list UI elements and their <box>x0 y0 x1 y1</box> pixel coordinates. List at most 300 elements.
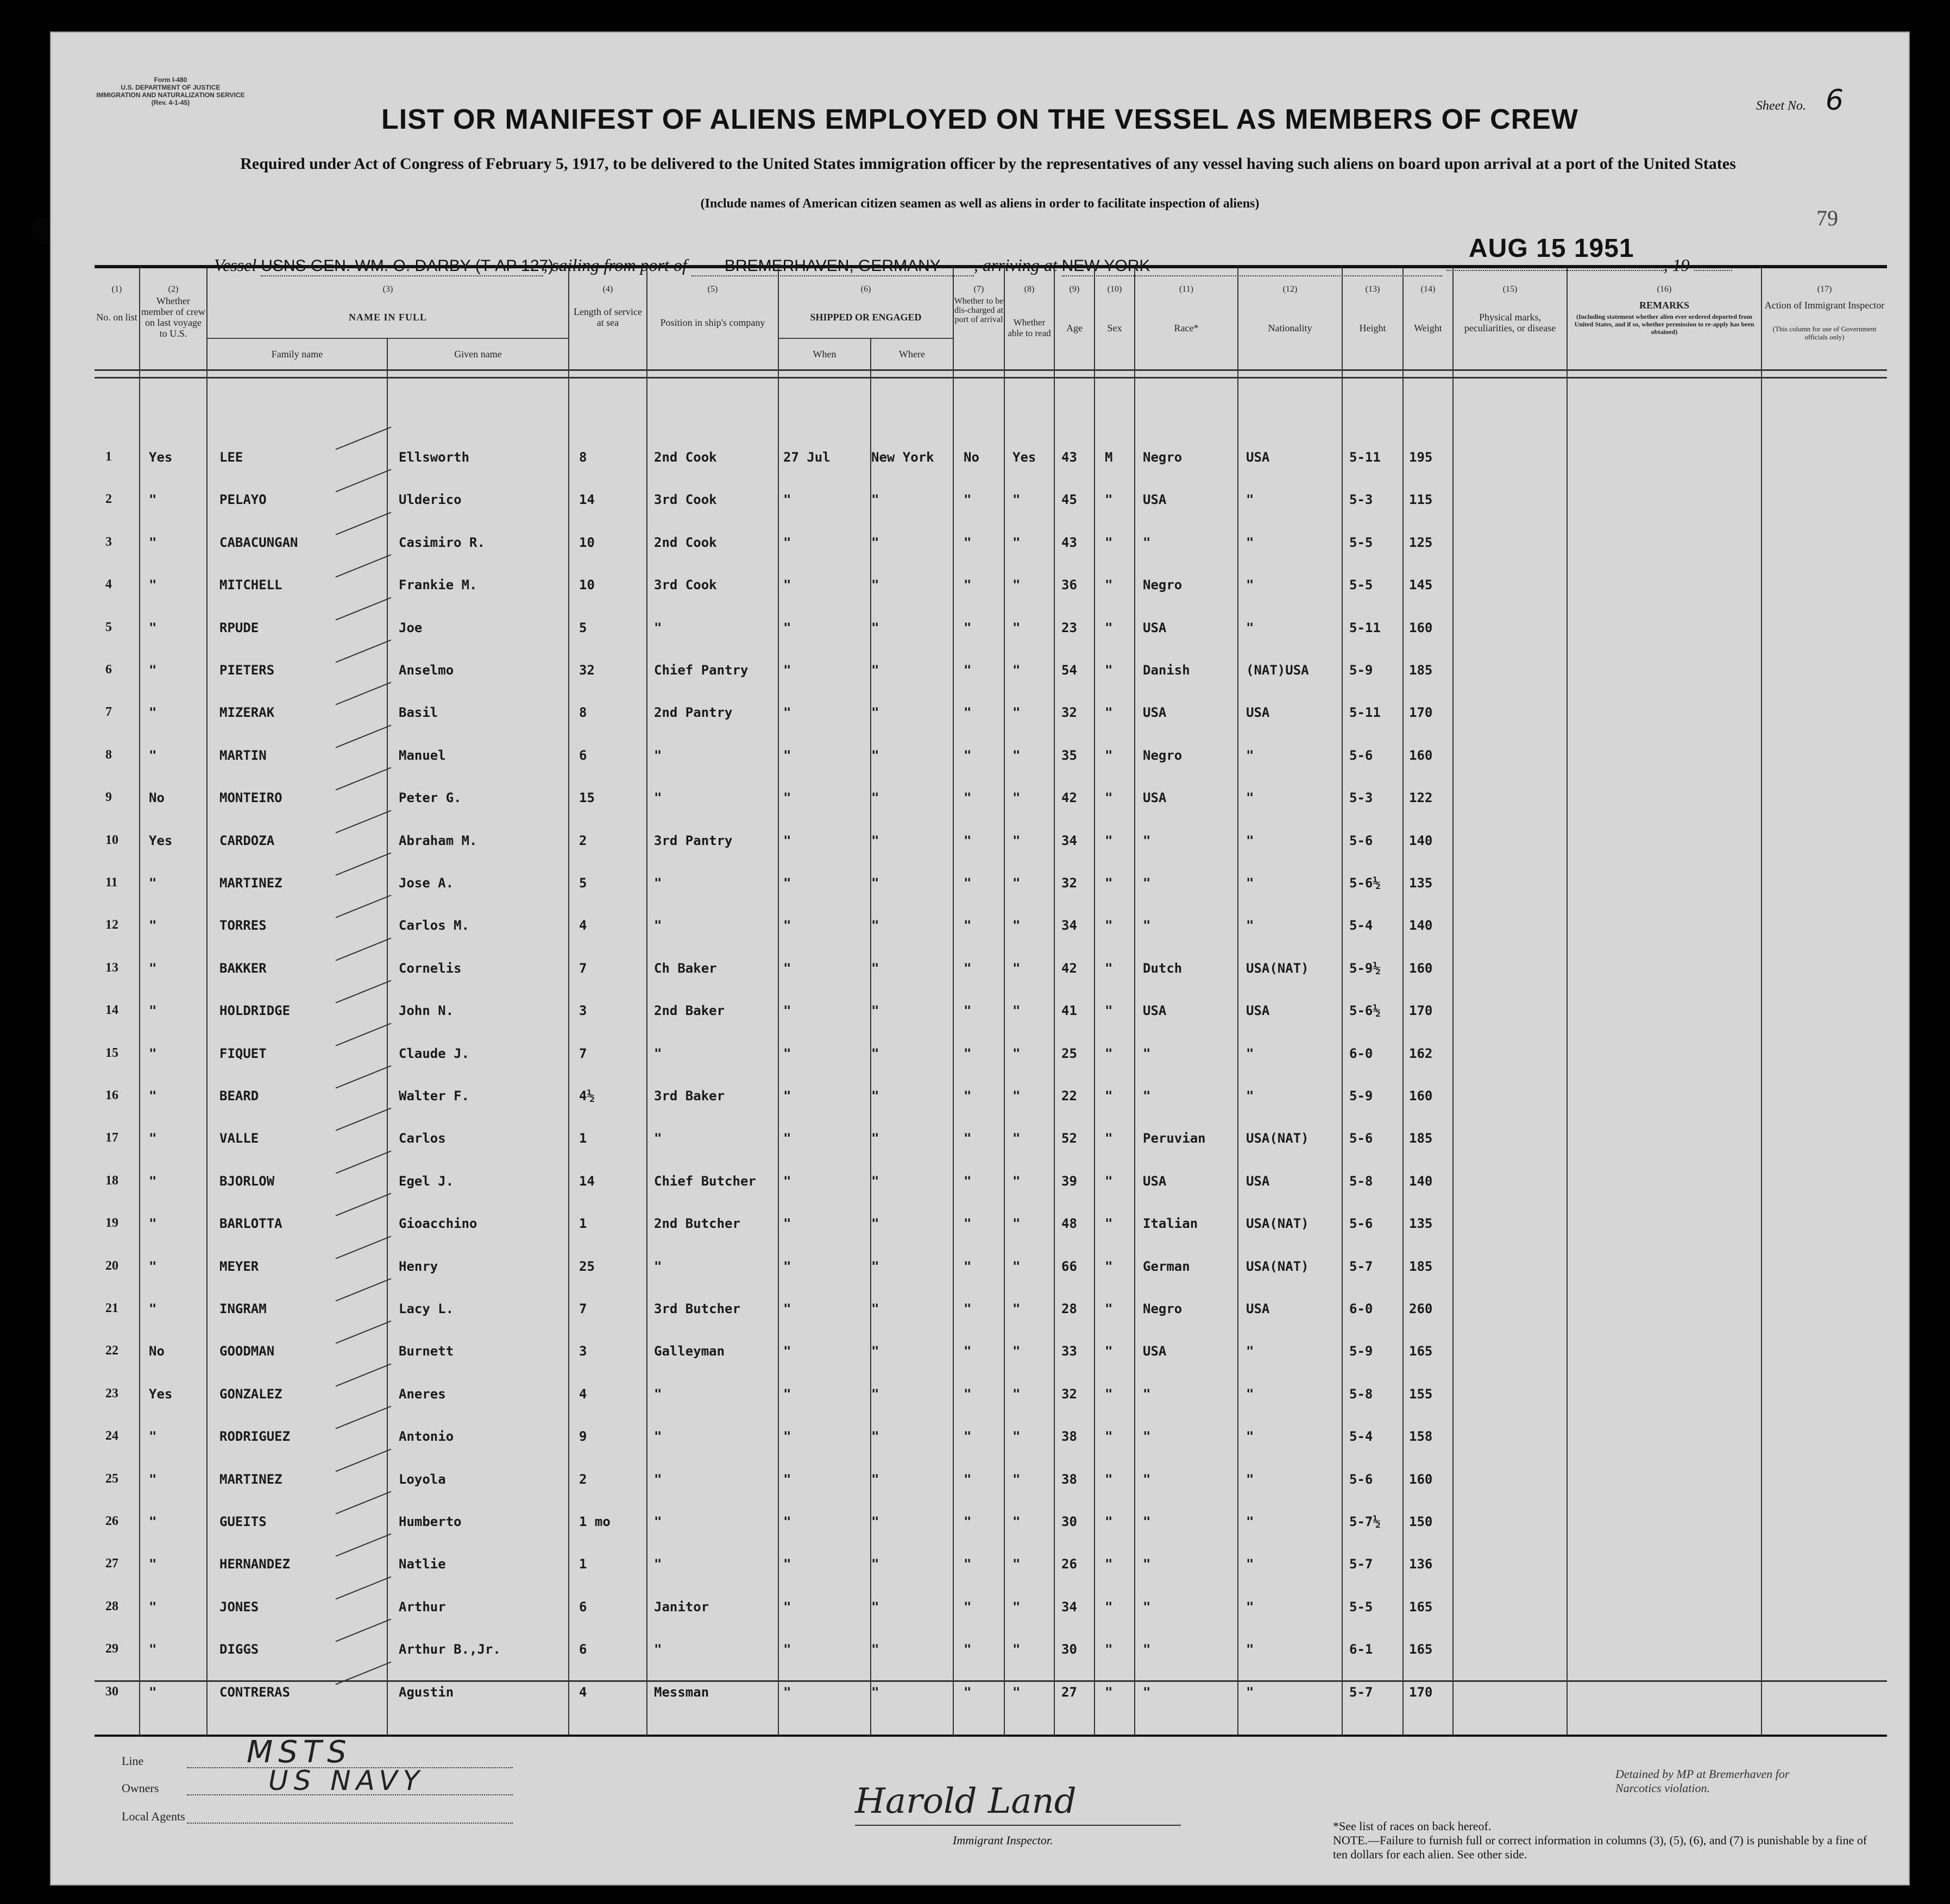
col-num: (17) <box>1817 285 1832 294</box>
line-value: MSTS <box>247 1735 352 1770</box>
header-divider <box>95 369 1887 371</box>
header-shipped: SHIPPED OR ENGAGED <box>810 312 922 323</box>
cell-given-name: Gioacchino <box>399 1216 477 1232</box>
cell-position: 3rd Baker <box>654 1088 725 1104</box>
cell-service: 4 <box>579 918 587 934</box>
cell-sex: " <box>1105 1642 1113 1657</box>
cell-position: Ch Baker <box>654 960 717 976</box>
cell-family-name: TORRES <box>219 918 267 934</box>
table-row <box>95 571 1887 603</box>
cell-race: " <box>1143 875 1151 891</box>
header-age: Age <box>1066 323 1083 333</box>
cell-read: " <box>1012 1514 1021 1529</box>
cell-discharged: " <box>964 1386 972 1402</box>
cell-no: 19 <box>105 1216 118 1231</box>
cell-given-name: Joe <box>399 620 423 635</box>
cell-when: " <box>783 620 791 635</box>
table-row <box>95 827 1887 859</box>
cell-member: " <box>149 1173 157 1189</box>
cell-sex: " <box>1105 1258 1113 1274</box>
cell-given-name: Anselmo <box>399 663 454 678</box>
form-revision: (Rev. 4-1-45) <box>151 99 190 106</box>
cell-given-name: Casimiro R. <box>399 534 485 550</box>
cell-nationality: " <box>1246 1045 1254 1061</box>
cell-member: " <box>149 1684 157 1700</box>
cell-age: 41 <box>1061 1003 1077 1019</box>
cell-position: 2nd Butcher <box>654 1216 740 1232</box>
cell-where: " <box>871 960 879 976</box>
cell-member: " <box>149 1088 157 1104</box>
cell-discharged: " <box>964 918 972 934</box>
cell-weight: 160 <box>1409 1471 1433 1487</box>
cell-height: 6-1 <box>1349 1642 1373 1657</box>
cell-position: 3rd Cook <box>654 492 717 508</box>
arriving-label: , arriving at <box>973 255 1058 275</box>
header-height: Height <box>1359 323 1386 333</box>
cell-read: " <box>1012 747 1021 763</box>
cell-member: No <box>149 1344 165 1359</box>
cell-where: " <box>871 534 879 550</box>
cell-member: Yes <box>149 450 173 465</box>
cell-race: Peruvian <box>1143 1131 1206 1146</box>
cell-age: 26 <box>1061 1556 1077 1572</box>
cell-family-name: GUEITS <box>219 1514 267 1529</box>
cell-when: " <box>783 663 791 678</box>
cell-read: " <box>1012 1003 1021 1019</box>
col-num: (5) <box>707 285 718 294</box>
cell-sex: " <box>1105 1131 1113 1146</box>
cell-height: 5-5 <box>1349 577 1373 593</box>
cell-family-name: CARDOZA <box>219 833 275 848</box>
cell-height: 5-6 <box>1349 833 1373 848</box>
cell-position: " <box>654 1556 662 1572</box>
cell-member: " <box>149 534 157 550</box>
table-row <box>95 954 1887 987</box>
cell-discharged: " <box>964 875 972 891</box>
cell-nationality: " <box>1246 1556 1254 1572</box>
header-race: Race* <box>1174 323 1199 333</box>
cell-discharged: " <box>964 960 972 976</box>
cell-weight: 150 <box>1409 1514 1433 1529</box>
cell-where: " <box>871 1131 879 1146</box>
cell-height: 5-9 <box>1349 663 1373 678</box>
cell-age: 52 <box>1061 1131 1077 1146</box>
cell-height: 5-6½ <box>1349 1003 1381 1019</box>
cell-weight: 165 <box>1409 1599 1433 1615</box>
cell-given-name: Ellsworth <box>399 450 470 465</box>
cell-weight: 158 <box>1409 1429 1433 1445</box>
cell-no: 6 <box>105 663 112 677</box>
col-num: (15) <box>1502 285 1518 294</box>
cell-height: 5-5 <box>1349 534 1373 550</box>
cell-read: " <box>1012 833 1021 848</box>
header-nationality: Nationality <box>1268 323 1312 333</box>
table-row <box>95 1380 1887 1413</box>
table-row <box>95 1039 1887 1072</box>
port-to: NEW YORK <box>1062 257 1442 276</box>
cell-race: " <box>1143 1471 1151 1487</box>
cell-discharged: " <box>964 1429 972 1445</box>
cell-sex: " <box>1105 534 1113 550</box>
cell-weight: 140 <box>1409 918 1433 934</box>
cell-when: " <box>783 1045 791 1061</box>
cell-given-name: Carlos <box>399 1131 446 1146</box>
header-read: Whether able to read <box>1008 317 1051 338</box>
owners-value: US NAVY <box>268 1765 425 1796</box>
cell-height: 5-6 <box>1349 747 1373 763</box>
cell-height: 5-7½ <box>1349 1514 1381 1529</box>
cell-race: " <box>1143 1088 1151 1104</box>
table-row <box>95 911 1887 944</box>
inspector-label: Immigrant Inspector. <box>953 1833 1053 1847</box>
cell-age: 43 <box>1061 534 1077 550</box>
cell-family-name: GONZALEZ <box>219 1386 282 1402</box>
cell-weight: 170 <box>1409 1684 1433 1700</box>
cell-nationality: " <box>1246 1471 1254 1487</box>
cell-family-name: BEARD <box>219 1088 259 1104</box>
cell-read: Yes <box>1012 450 1036 465</box>
inspector-signature: Harold Land <box>855 1781 1077 1821</box>
cell-when: " <box>783 1301 791 1316</box>
cell-where: " <box>871 1216 879 1232</box>
service-name: IMMIGRATION AND NATURALIZATION SERVICE <box>96 91 245 99</box>
cell-read: " <box>1012 1386 1021 1402</box>
cell-when: " <box>783 1556 791 1572</box>
cell-where: " <box>871 1045 879 1061</box>
cell-when: " <box>783 918 791 934</box>
header-discharged: Whether to be dis-charged at port of arrival <box>954 297 1004 324</box>
cell-discharged: " <box>964 1599 972 1615</box>
cell-where: " <box>871 705 879 721</box>
cell-service: 8 <box>579 450 587 465</box>
cell-family-name: DIGGS <box>219 1642 259 1657</box>
cell-service: 6 <box>579 1642 587 1657</box>
cell-weight: 135 <box>1409 1216 1433 1232</box>
cell-when: 27 Jul <box>783 450 831 465</box>
vessel-name: USNS GEN. WM. O. DARBY (T-AP 127) <box>261 257 543 276</box>
cell-discharged: " <box>964 534 972 550</box>
cell-no: 25 <box>105 1471 118 1486</box>
table-row <box>95 1635 1887 1668</box>
header-remarks: REMARKS <box>1639 300 1689 311</box>
cell-sex: " <box>1105 620 1113 635</box>
cell-discharged: " <box>964 1514 972 1529</box>
cell-weight: 160 <box>1409 960 1433 976</box>
cell-sex: " <box>1105 577 1113 593</box>
cell-age: 34 <box>1061 1599 1077 1615</box>
cell-height: 5-8 <box>1349 1386 1373 1402</box>
cell-given-name: Carlos M. <box>399 918 470 934</box>
cell-family-name: RODRIGUEZ <box>219 1429 291 1445</box>
cell-discharged: " <box>964 790 972 806</box>
cell-read: " <box>1012 1088 1021 1104</box>
cell-discharged: " <box>964 705 972 721</box>
cell-when: " <box>783 1386 791 1402</box>
cell-given-name: Jose A. <box>399 875 454 891</box>
cell-nationality: " <box>1246 492 1254 508</box>
cell-family-name: MARTINEZ <box>219 1471 282 1487</box>
cell-read: " <box>1012 1045 1021 1061</box>
agents-label: Local Agents <box>122 1810 185 1823</box>
cell-where: " <box>871 918 879 934</box>
table-row <box>95 784 1887 816</box>
cell-height: 5-7 <box>1349 1258 1373 1274</box>
cell-family-name: MITCHELL <box>219 577 282 593</box>
cell-given-name: Aneres <box>399 1386 446 1402</box>
port-from: BREMERHAVEN, GERMANY <box>691 257 974 276</box>
cell-age: 22 <box>1061 1088 1077 1104</box>
cell-where: " <box>871 1514 879 1529</box>
cell-position: " <box>654 918 662 934</box>
cell-family-name: GOODMAN <box>219 1344 275 1359</box>
cell-read: " <box>1012 705 1021 721</box>
cell-age: 66 <box>1061 1258 1077 1274</box>
cell-when: " <box>783 1514 791 1529</box>
table-row <box>95 741 1887 774</box>
cell-read: " <box>1012 1684 1021 1700</box>
cell-weight: 185 <box>1409 1131 1433 1146</box>
header-divider <box>95 377 1887 379</box>
cell-given-name: Loyola <box>399 1471 446 1487</box>
cell-when: " <box>783 577 791 593</box>
cell-member: " <box>149 1301 157 1316</box>
cell-family-name: HOLDRIDGE <box>219 1003 291 1019</box>
cell-no: 23 <box>105 1386 118 1401</box>
cell-sex: " <box>1105 1471 1113 1487</box>
cell-position: 2nd Baker <box>654 1003 725 1019</box>
owners-label: Owners <box>122 1781 159 1795</box>
page-title: LIST OR MANIFEST OF ALIENS EMPLOYED ON THE VESSEL AS MEMBERS OF CREW <box>381 104 1578 135</box>
cell-discharged: No <box>964 450 979 465</box>
table-row <box>95 1124 1887 1157</box>
cell-member: " <box>149 747 157 763</box>
header-name-in-full: NAME IN FULL <box>348 312 427 323</box>
cell-where: " <box>871 1003 879 1019</box>
cell-service: 4 <box>579 1684 587 1700</box>
cell-nationality: USA(NAT) <box>1246 960 1309 976</box>
cell-family-name: JONES <box>219 1599 259 1615</box>
cell-member: " <box>149 620 157 635</box>
cell-member: " <box>149 1131 157 1146</box>
cell-member: " <box>149 1045 157 1061</box>
header-weight: Weight <box>1414 323 1442 333</box>
cell-member: " <box>149 875 157 891</box>
cell-nationality: USA(NAT) <box>1246 1258 1309 1274</box>
cell-member: " <box>149 577 157 593</box>
cell-weight: 165 <box>1409 1344 1433 1359</box>
table-row <box>95 656 1887 689</box>
cell-when: " <box>783 534 791 550</box>
cell-family-name: VALLE <box>219 1131 259 1146</box>
cell-family-name: BAKKER <box>219 960 267 976</box>
cell-position: 3rd Butcher <box>654 1301 740 1316</box>
table-row <box>95 1167 1887 1200</box>
cell-nationality: " <box>1246 790 1254 806</box>
cell-sex: " <box>1105 1684 1113 1700</box>
cell-nationality: " <box>1246 1344 1254 1359</box>
cell-family-name: MONTEIRO <box>219 790 282 806</box>
col-num: (8) <box>1024 285 1035 294</box>
cell-position: " <box>654 1514 662 1529</box>
cell-member: " <box>149 1556 157 1572</box>
cell-service: 2 <box>579 1471 587 1487</box>
cell-when: " <box>783 747 791 763</box>
manifest-sheet <box>50 31 1910 1886</box>
cell-where: " <box>871 577 879 593</box>
cell-given-name: Walter F. <box>399 1088 470 1104</box>
header-length-service: Length of service at sea <box>574 306 642 328</box>
name-subheader-line <box>207 338 568 339</box>
cell-no: 2 <box>105 492 112 507</box>
cell-discharged: " <box>964 1173 972 1189</box>
cell-where: " <box>871 1642 879 1657</box>
cell-read: " <box>1012 620 1021 635</box>
cell-no: 13 <box>105 960 118 975</box>
cell-height: 5-6½ <box>1349 875 1381 891</box>
cell-age: 38 <box>1061 1471 1077 1487</box>
cell-height: 5-3 <box>1349 790 1373 806</box>
footnote-note: NOTE.—Failure to furnish full or correct information in columns (3), (5), (6), and (7) is punishable by a fine of ten dollars for each alien. See other side. <box>1333 1833 1867 1861</box>
cell-family-name: PELAYO <box>219 492 267 508</box>
cell-race: " <box>1143 1556 1151 1572</box>
cell-member: " <box>149 1514 157 1529</box>
cell-where: " <box>871 1344 879 1359</box>
vessel-line: Vessel USNS GEN. WM. O. DARBY (T-AP 127), sailing from port of BREMERHAVEN, GERMANY , arriving at NEW YORK , 19 <box>214 255 1732 276</box>
cell-no: 18 <box>105 1173 118 1188</box>
cell-where: " <box>871 1429 879 1445</box>
cell-member: " <box>149 918 157 934</box>
cell-no: 30 <box>105 1684 118 1699</box>
cell-read: " <box>1012 492 1021 508</box>
cell-weight: 185 <box>1409 663 1433 678</box>
cell-sex: " <box>1105 747 1113 763</box>
cell-given-name: Humberto <box>399 1514 462 1529</box>
cell-height: 5-7 <box>1349 1556 1373 1572</box>
cell-sex: " <box>1105 875 1113 891</box>
cell-no: 21 <box>105 1301 118 1315</box>
cell-weight: 140 <box>1409 833 1433 848</box>
cell-no: 14 <box>105 1003 118 1018</box>
cell-race: " <box>1143 1045 1151 1061</box>
cell-family-name: MIZERAK <box>219 705 275 721</box>
cell-nationality: USA <box>1246 1301 1270 1316</box>
cell-age: 35 <box>1061 747 1077 763</box>
cell-nationality: " <box>1246 534 1254 550</box>
cell-nationality: " <box>1246 1599 1254 1615</box>
cell-age: 32 <box>1061 705 1077 721</box>
col-num: (13) <box>1365 285 1380 294</box>
table-row <box>95 528 1887 561</box>
table-row <box>95 614 1887 646</box>
cell-sex: " <box>1105 790 1113 806</box>
cell-no: 29 <box>105 1642 118 1656</box>
cell-given-name: Egel J. <box>399 1173 454 1189</box>
cell-nationality: USA <box>1246 1003 1270 1019</box>
cell-discharged: " <box>964 577 972 593</box>
cell-no: 10 <box>105 833 118 847</box>
cell-race: Negro <box>1143 577 1182 593</box>
cell-nationality: USA(NAT) <box>1246 1131 1309 1146</box>
footnote-races: *See list of races on back hereof. <box>1333 1819 1492 1833</box>
cell-height: 5-11 <box>1349 705 1381 721</box>
cell-position: " <box>654 1045 662 1061</box>
header-no-on-list: No. on list <box>96 312 137 323</box>
cell-sex: " <box>1105 918 1113 934</box>
cell-given-name: Ulderico <box>399 492 462 508</box>
cell-where: " <box>871 620 879 635</box>
cell-where: " <box>871 875 879 891</box>
cell-service: 1 mo <box>579 1514 611 1529</box>
cell-service: 5 <box>579 875 587 891</box>
cell-height: 5-9 <box>1349 1344 1373 1359</box>
cell-race: Negro <box>1143 1301 1182 1316</box>
cell-weight: 160 <box>1409 1088 1433 1104</box>
cell-height: 5-6 <box>1349 1471 1373 1487</box>
cell-no: 16 <box>105 1088 118 1102</box>
cell-race: " <box>1143 1599 1151 1615</box>
cell-position: 2nd Cook <box>654 450 717 465</box>
cell-sex: " <box>1105 663 1113 678</box>
cell-weight: 125 <box>1409 534 1433 550</box>
cell-age: 38 <box>1061 1429 1077 1445</box>
cell-race: USA <box>1143 1344 1167 1359</box>
cell-age: 32 <box>1061 1386 1077 1402</box>
cell-service: 1 <box>579 1131 587 1146</box>
cell-age: 34 <box>1061 918 1077 934</box>
remark-row-26: Detained by MP at Bremerhaven for Narcotics violation. <box>1615 1767 1790 1795</box>
cell-service: 32 <box>579 663 595 678</box>
cell-height: 5-9 <box>1349 1088 1373 1104</box>
cell-service: 6 <box>579 1599 587 1615</box>
header-sex: Sex <box>1107 323 1122 333</box>
cell-no: 12 <box>105 918 118 932</box>
col-num: (14) <box>1420 285 1436 294</box>
cell-discharged: " <box>964 663 972 678</box>
cell-race: Negro <box>1143 450 1182 465</box>
header-action: Action of Immigrant Inspector <box>1764 300 1885 311</box>
cell-read: " <box>1012 875 1021 891</box>
cell-given-name: Manuel <box>399 747 446 763</box>
cell-no: 4 <box>105 577 112 592</box>
col-num: (12) <box>1282 285 1298 294</box>
cell-discharged: " <box>964 1216 972 1232</box>
cell-discharged: " <box>964 1003 972 1019</box>
cell-read: " <box>1012 1301 1021 1316</box>
cell-age: 33 <box>1061 1344 1077 1359</box>
cell-no: 8 <box>105 747 112 762</box>
cell-read: " <box>1012 1344 1021 1359</box>
cell-sex: " <box>1105 1045 1113 1061</box>
cell-family-name: BJORLOW <box>219 1173 275 1189</box>
cell-position: " <box>654 1471 662 1487</box>
department-name: U.S. DEPARTMENT OF JUSTICE <box>121 84 221 91</box>
header-physical-marks: Physical marks, peculiarities, or disease <box>1464 312 1556 333</box>
cell-when: " <box>783 1258 791 1274</box>
cell-member: Yes <box>149 1386 173 1402</box>
cell-age: 36 <box>1061 577 1077 593</box>
cell-height: 5-3 <box>1349 492 1373 508</box>
cell-read: " <box>1012 1642 1021 1657</box>
cell-given-name: John N. <box>399 1003 454 1019</box>
cell-when: " <box>783 875 791 891</box>
date-stamp: AUG 15 1951 <box>1469 234 1634 263</box>
cell-race: Danish <box>1143 663 1190 678</box>
cell-nationality: " <box>1246 1088 1254 1104</box>
cell-service: 2 <box>579 833 587 848</box>
cell-age: 25 <box>1061 1045 1077 1061</box>
sheet-number-value: 6 <box>1825 84 1844 117</box>
cell-read: " <box>1012 663 1021 678</box>
